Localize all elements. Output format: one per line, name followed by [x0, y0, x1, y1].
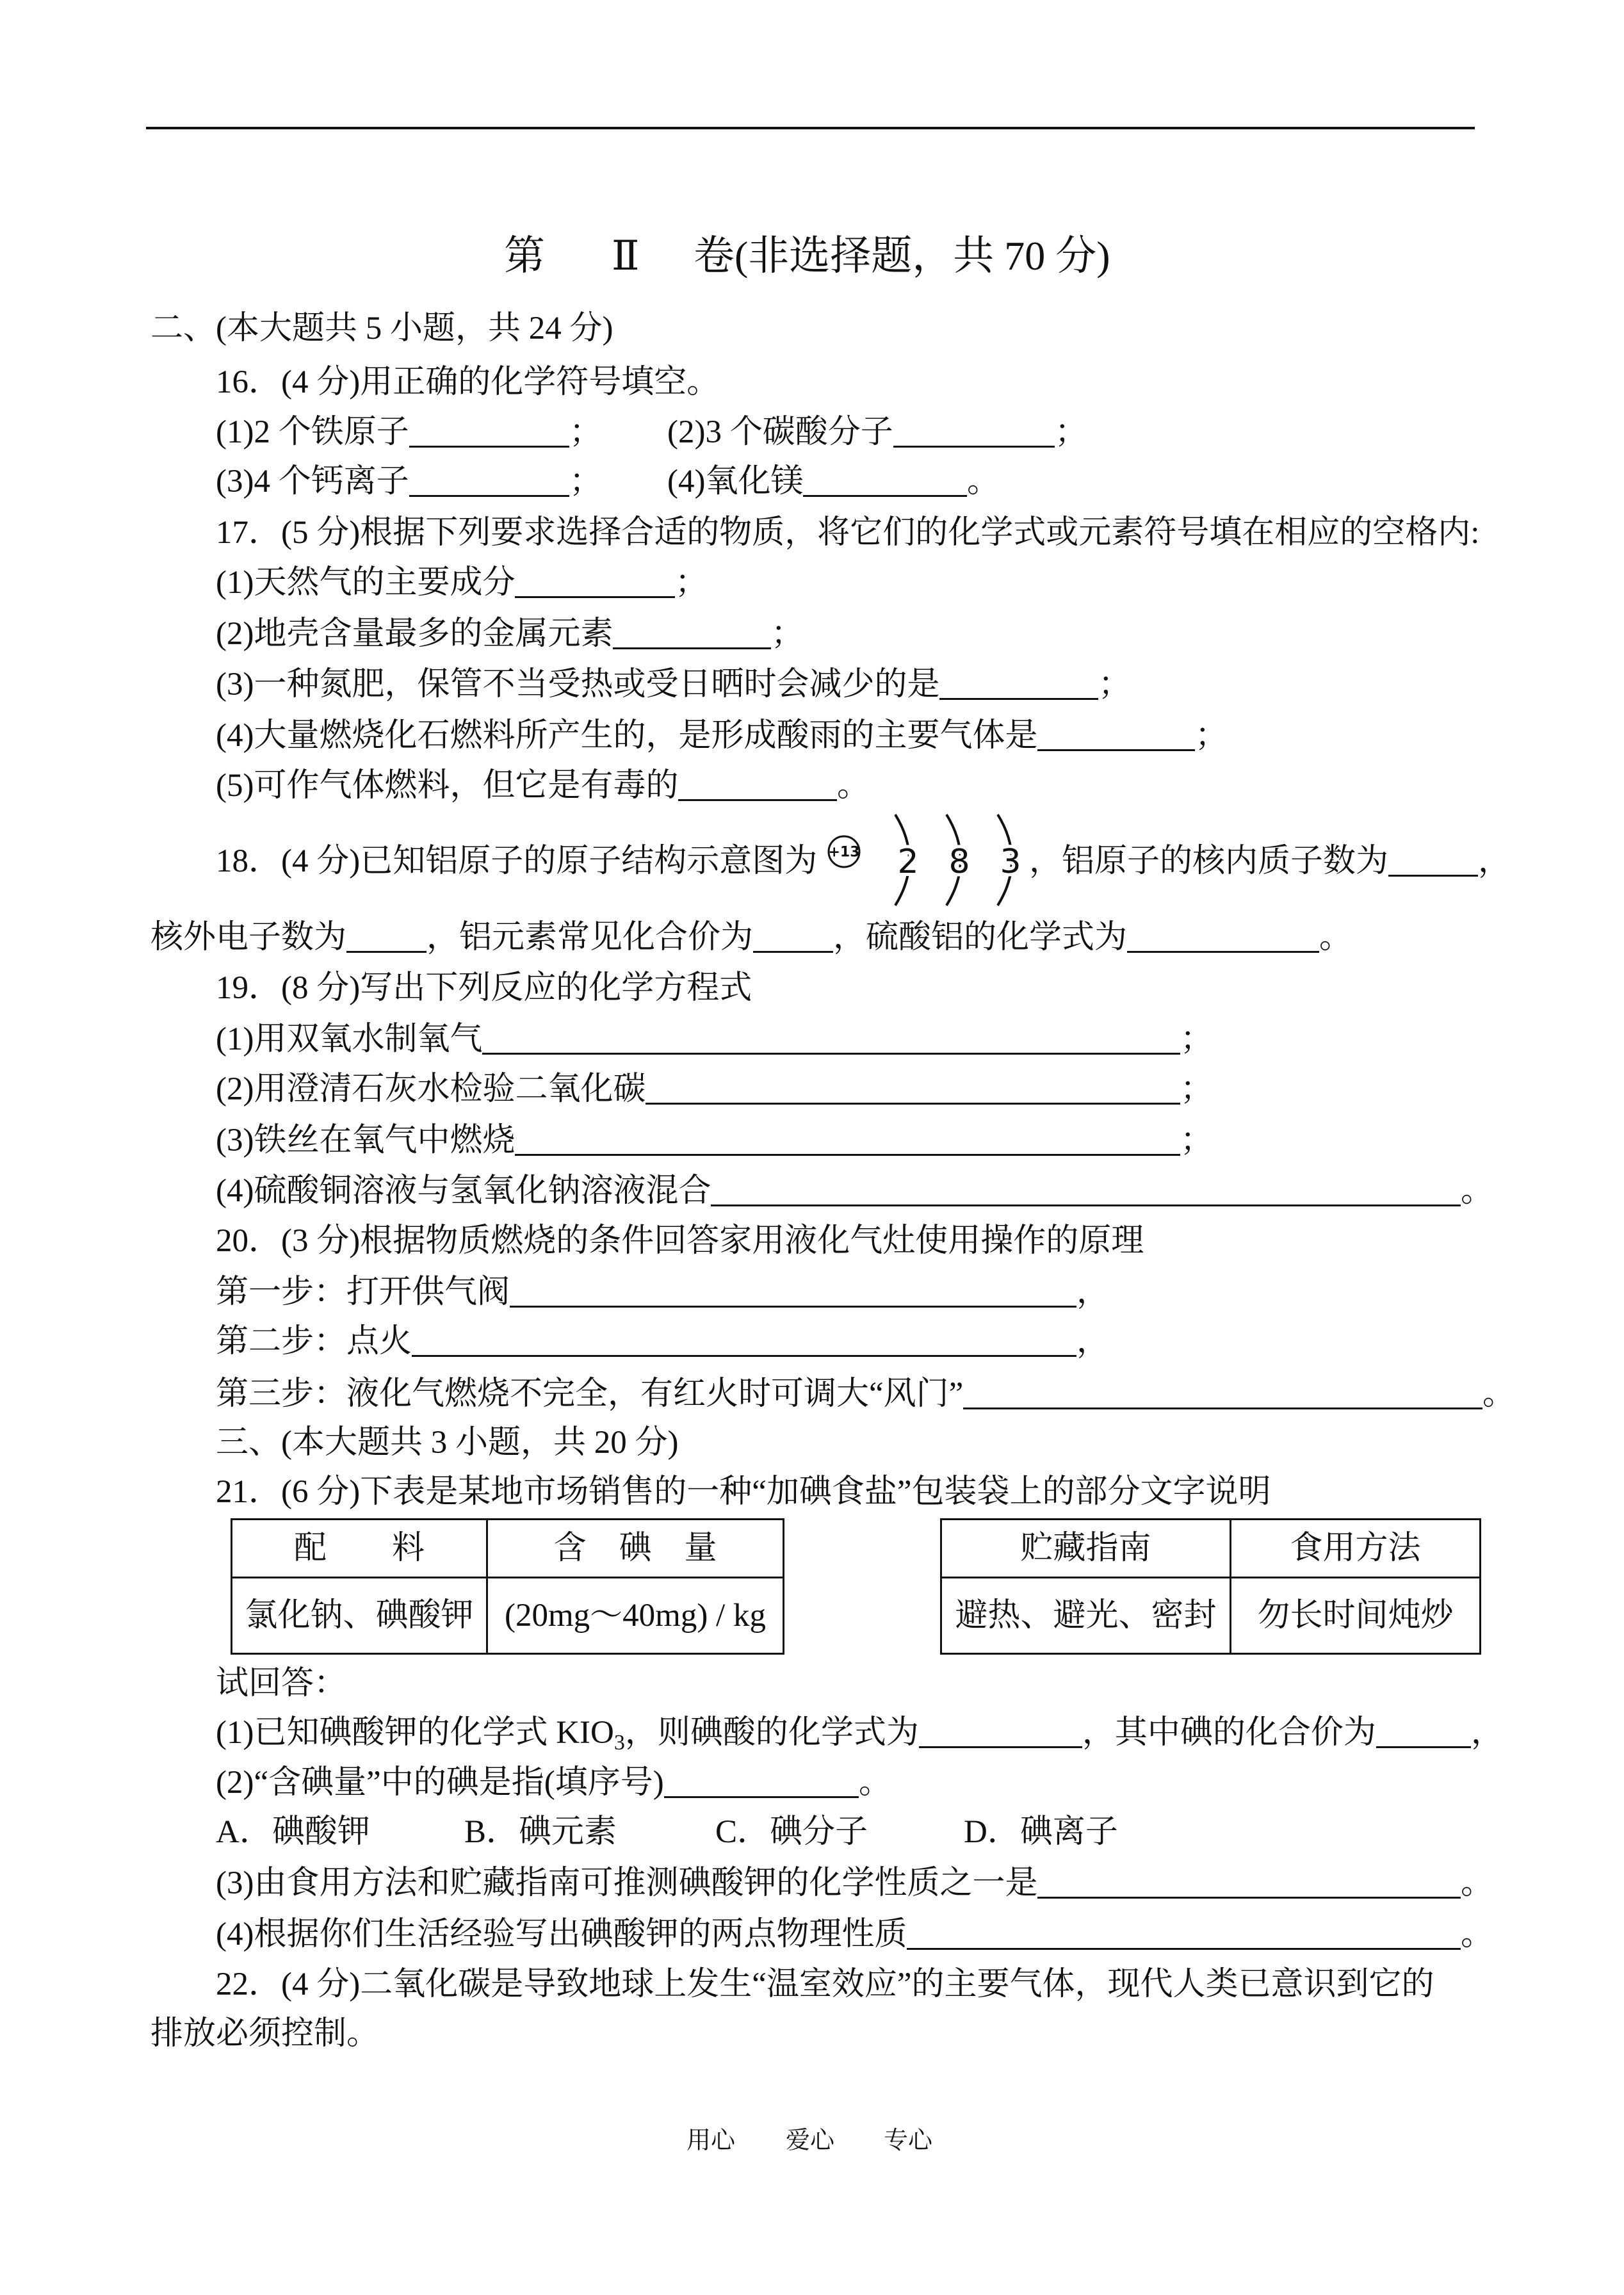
- table-cell: 氯化钠、碘酸钾: [232, 1578, 487, 1654]
- q16-item-2: [667, 407, 1087, 458]
- answer-blank: [1388, 849, 1478, 877]
- nucleus-charge-label: +13: [828, 844, 860, 861]
- q17-item-5: [216, 760, 870, 811]
- item-punctuation: ；: [1098, 667, 1131, 702]
- answer-blank: [412, 1329, 1076, 1357]
- answer-blank: [482, 1027, 1180, 1055]
- answer-blank: [1376, 1721, 1471, 1748]
- option-d: D．碘离子: [964, 1814, 1118, 1850]
- item-label: ，硫酸铝的化学式为: [833, 920, 1128, 955]
- shell-electron-count-3: 3: [1000, 843, 1021, 881]
- footer-motto-2: 爱心: [786, 2127, 835, 2154]
- q21-item-4: [216, 1909, 1493, 1960]
- table-row: [941, 1578, 1481, 1654]
- table-cell: (20mg～40mg) / kg: [487, 1578, 784, 1654]
- question-17-stem: 17．(5 分)根据下列要求选择合适的物质，将它们的化学式或元素符号填在相应的空格内:: [216, 515, 1480, 551]
- item-punctuation: ，: [1477, 843, 1511, 879]
- shell-electron-count-2: 8: [948, 843, 970, 881]
- item-label: ，铝原子的核内质子数为: [1029, 843, 1389, 879]
- item-label: (3)4 个钙离子: [216, 464, 409, 499]
- table-header-cell: 食用方法: [1231, 1520, 1481, 1578]
- item-label: 第三步：液化气燃烧不完全，有红火时可调大“风门”: [216, 1376, 964, 1412]
- answer-blank: [963, 1382, 1482, 1409]
- title-roman-numeral: Ⅱ: [612, 233, 640, 279]
- answer-blank: [907, 1922, 1461, 1950]
- item-label: (2)3 个碳酸分子: [667, 414, 893, 450]
- q17-item-4: [216, 710, 1228, 761]
- item-label: (4)氧化镁: [667, 464, 804, 499]
- answer-blank: [346, 925, 426, 953]
- footer-motto-1: 用心: [686, 2127, 736, 2154]
- question-18-stem: 18．(4 分)已知铝原子的原子结构示意图为: [216, 843, 818, 879]
- item-label: 第二步：点火: [216, 1324, 412, 1359]
- question-19-stem: 19．(8 分)写出下列反应的化学方程式: [216, 970, 752, 1006]
- item-punctuation: ；: [569, 414, 602, 450]
- option-a: A．碘酸钾: [216, 1814, 370, 1850]
- question-16-stem: 16．(4 分)用正确的化学符号填空。: [216, 364, 720, 400]
- q16-item-3: [216, 456, 602, 507]
- answer-blank: [919, 1721, 1082, 1748]
- question-21-prompt: 试回答：: [216, 1666, 347, 1701]
- item-label: (1)2 个铁原子: [216, 414, 409, 450]
- title-text: 卷(非选择题，共 70 分): [694, 233, 1110, 279]
- item-punctuation: 。: [858, 1765, 891, 1801]
- item-punctuation: ；: [770, 616, 804, 652]
- formula-subscript: 3: [613, 1731, 625, 1755]
- q17-item-3: [216, 659, 1131, 710]
- shell-electron-count-1: 2: [897, 843, 919, 881]
- item-label: (2)地壳含量最多的金属元素: [216, 616, 613, 652]
- item-punctuation: ；: [1180, 1071, 1213, 1107]
- table-cell: 勿长时间炖炒: [1231, 1578, 1481, 1654]
- answer-blank: [646, 1077, 1180, 1105]
- answer-blank: [409, 420, 569, 448]
- item-punctuation: 。: [1319, 920, 1352, 955]
- table-row: [232, 1578, 784, 1654]
- question-21-stem: 21．(6 分)下表是某地市场销售的一种“加碘食盐”包装袋上的部分文字说明: [216, 1474, 1271, 1510]
- item-label: 核外电子数为: [150, 920, 347, 955]
- item-punctuation: 。: [836, 768, 870, 804]
- answer-blank: [613, 622, 771, 649]
- table-cell: 避热、避光、密封: [941, 1578, 1231, 1654]
- answer-blank: [1037, 1871, 1461, 1899]
- q17-item-1: [216, 557, 708, 608]
- title-volume-char: 第: [504, 233, 545, 279]
- answer-blank: [515, 1128, 1180, 1156]
- footer-motto-3: 专心: [884, 2127, 933, 2154]
- q16-item-1: [216, 407, 602, 458]
- item-punctuation: ，: [1076, 1274, 1109, 1310]
- table-header-row: [232, 1520, 784, 1578]
- answer-blank: [1127, 925, 1319, 953]
- item-label: (1)天然气的主要成分: [216, 565, 516, 601]
- answer-blank: [515, 571, 675, 598]
- item-label: (1)已知碘酸钾的化学式 KIO: [216, 1715, 614, 1751]
- item-label: ，铝元素常见化合价为: [426, 920, 754, 955]
- table-header-cell: 含 碘 量: [487, 1520, 784, 1578]
- item-label: (3)一种氮肥，保管不当受热或受日晒时会减少的是: [216, 667, 940, 702]
- answer-blank: [711, 1179, 1461, 1206]
- table-header-cell: 贮藏指南: [941, 1520, 1231, 1578]
- answer-blank: [803, 469, 967, 497]
- item-punctuation: 。: [1460, 1865, 1493, 1901]
- answer-blank: [409, 469, 569, 497]
- item-punctuation: ；: [1180, 1123, 1213, 1158]
- table-header-cell: 配 料: [232, 1520, 487, 1578]
- answer-blank: [510, 1280, 1076, 1308]
- item-label: (5)可作气体燃料，但它是有毒的: [216, 768, 679, 804]
- q19-item-3: [216, 1115, 1213, 1166]
- salt-ingredients-table: [231, 1518, 784, 1655]
- question-22-stem: 22．(4 分)二氧化碳是导致地球上发生“温室效应”的主要气体，现代人类已意识到它的: [216, 1967, 1434, 2002]
- item-punctuation: 。: [1460, 1917, 1493, 1952]
- answer-blank: [1037, 724, 1195, 751]
- item-punctuation: 。: [966, 464, 1000, 499]
- item-punctuation: ，: [1470, 1715, 1504, 1751]
- item-label: (1)用双氧水制氧气: [216, 1021, 483, 1057]
- answer-blank: [664, 1771, 859, 1798]
- atomic-structure-diagram: [820, 808, 1031, 914]
- q18-line1-tail: [1029, 836, 1511, 887]
- q19-item-2: [216, 1064, 1213, 1115]
- q16-item-4: [667, 456, 1000, 507]
- q20-step-1: [216, 1267, 1109, 1318]
- item-label: (3)由食用方法和贮藏指南可推测碘酸钾的化学性质之一是: [216, 1865, 1038, 1901]
- q18-line2: [150, 912, 1352, 963]
- header-rule: [146, 127, 1475, 129]
- option-c: C．碘分子: [715, 1814, 868, 1850]
- item-punctuation: ；: [1194, 718, 1228, 754]
- item-label: (3)铁丝在氧气中燃烧: [216, 1123, 516, 1158]
- item-label: (4)硫酸铜溶液与氢氧化钠溶液混合: [216, 1173, 711, 1209]
- q20-step-3: [216, 1368, 1515, 1420]
- answer-blank: [893, 420, 1055, 448]
- answer-blank: [678, 774, 837, 801]
- section-heading: 三、(本大题共 3 小题，共 20 分): [216, 1425, 679, 1461]
- item-label: (4)根据你们生活经验写出碘酸钾的两点物理性质: [216, 1917, 907, 1952]
- q19-item-4: [216, 1165, 1493, 1217]
- item-punctuation: ，: [1076, 1324, 1109, 1359]
- item-punctuation: ；: [1054, 414, 1087, 450]
- answer-blank: [753, 925, 833, 953]
- q20-step-2: [216, 1316, 1109, 1367]
- salt-storage-usage-table: [940, 1518, 1481, 1655]
- section-heading: 二、(本大题共 5 小题，共 24 分): [150, 311, 613, 346]
- q17-item-2: [216, 608, 804, 660]
- option-b: B．碘元素: [464, 1814, 617, 1850]
- item-punctuation: 。: [1482, 1376, 1515, 1412]
- item-punctuation: 。: [1460, 1173, 1493, 1209]
- item-punctuation: ；: [674, 565, 708, 601]
- q21-item-3: [216, 1858, 1493, 1909]
- item-label: ，其中碘的化合价为: [1082, 1715, 1376, 1751]
- item-label: (2)“含碘量”中的碘是指(填序号): [216, 1765, 664, 1801]
- item-punctuation: ；: [1180, 1021, 1213, 1057]
- item-label: (2)用澄清石灰水检验二氧化碳: [216, 1071, 646, 1107]
- table-header-row: [941, 1520, 1481, 1578]
- item-label: 第一步：打开供气阀: [216, 1274, 510, 1310]
- item-punctuation: ；: [569, 464, 602, 499]
- question-22-continuation: 排放必须控制。: [150, 2016, 380, 2052]
- item-label: ，则碘酸的化学式为: [624, 1715, 919, 1751]
- q21-item-2: [216, 1757, 891, 1808]
- item-label: (4)大量燃烧化石燃料所产生的，是形成酸雨的主要气体是: [216, 718, 1038, 754]
- answer-blank: [939, 672, 1098, 700]
- question-20-stem: 20．(3 分)根据物质燃烧的条件回答家用液化气灶使用操作的原理: [216, 1223, 1144, 1259]
- q19-item-1: [216, 1014, 1213, 1065]
- q21-item-1: [216, 1707, 1504, 1758]
